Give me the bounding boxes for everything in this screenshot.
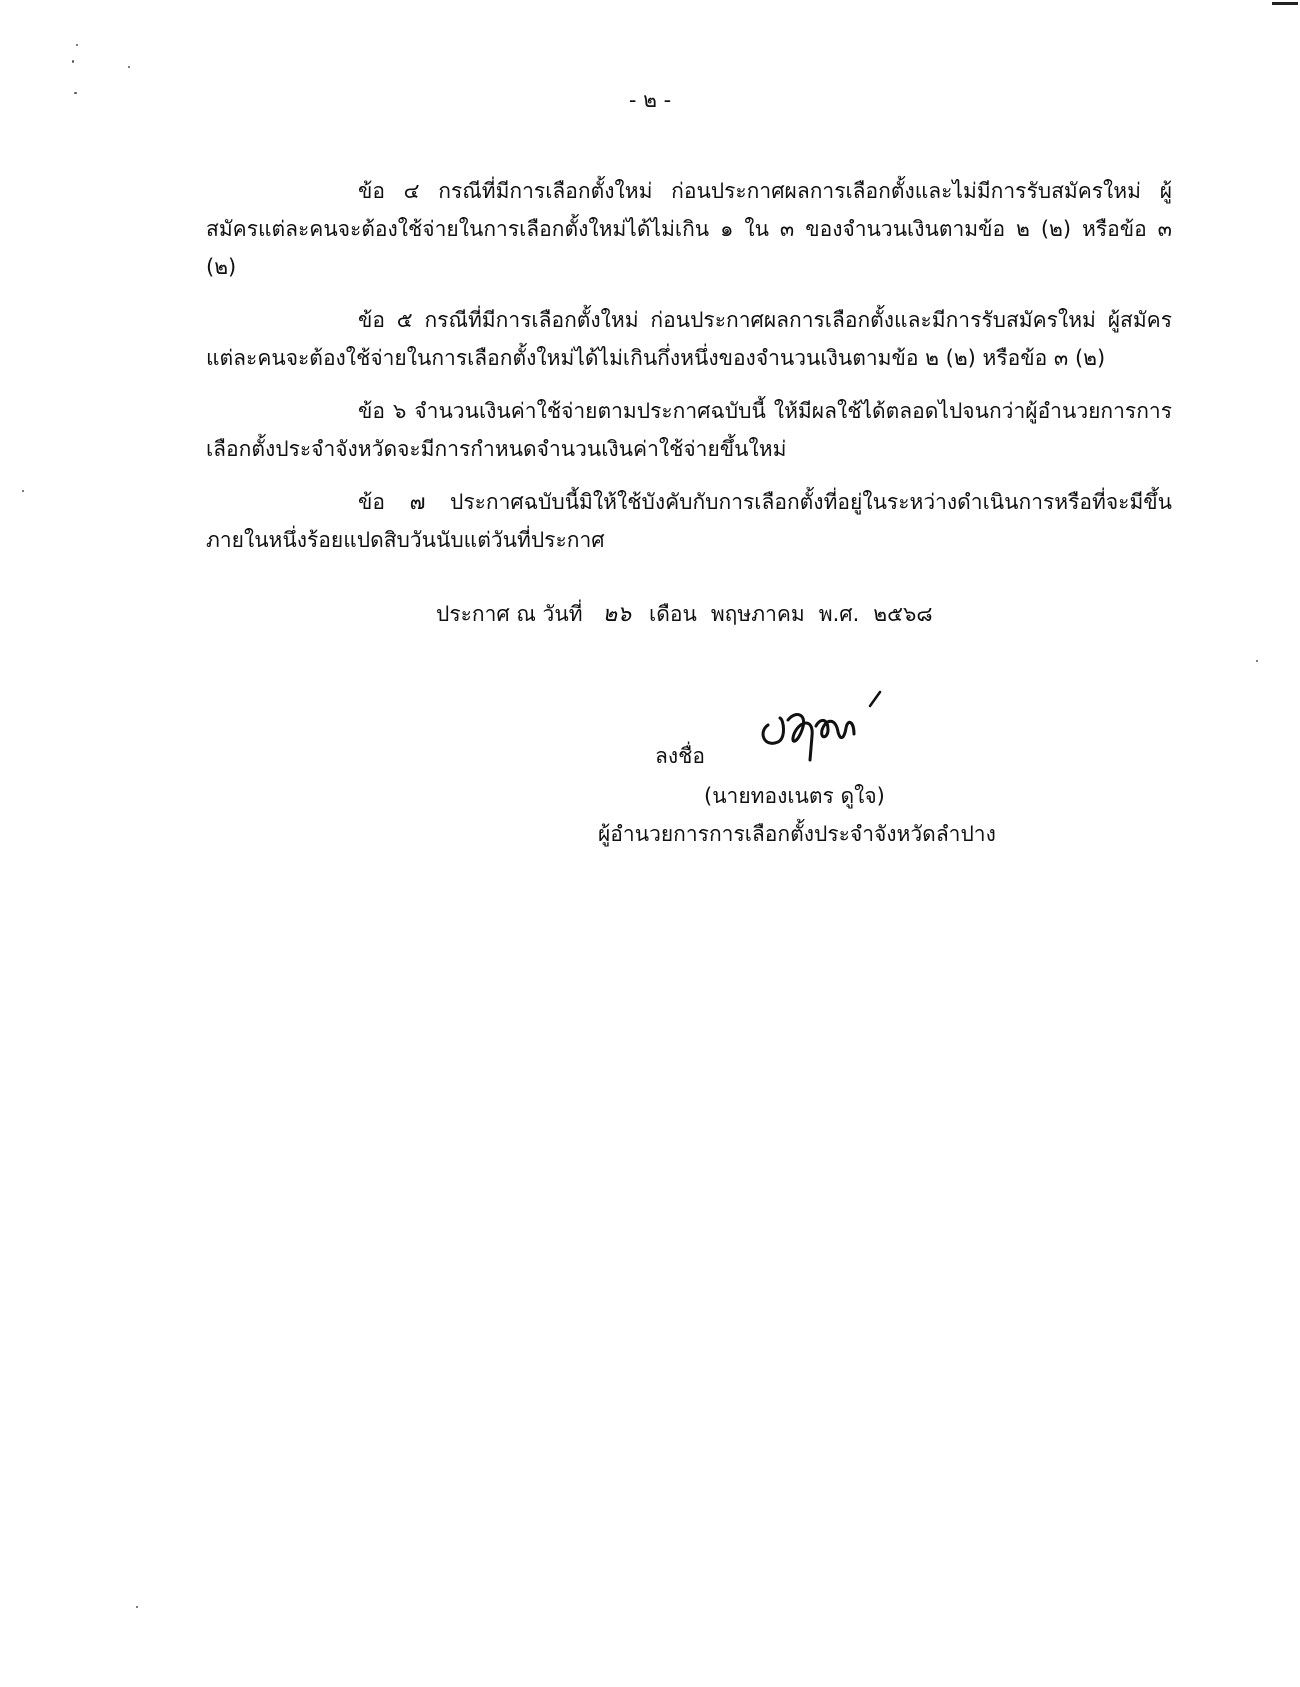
announcement-month-label: เดือน [649,602,697,626]
clauses-body [206,172,1172,574]
clause-5: ข้อ ๕ กรณีที่มีการเลือกตั้งใหม่ ก่อนประกาศผลการเลือกตั้งและมีการรับสมัครใหม่ ผู้สมัครแต่ละคนจะต้องใช้จ่ายในการเลือกตั้งใหม่ได้ไม่เกินกึ่งหนึ่งของจำนวนเงินตามข้อ ๒ (๒) หรือข้อ ๓ (๒) [206,308,1172,370]
scan-speck [1256,660,1258,662]
sign-label: ลงชื่อ [655,744,705,768]
announcement-year: ๒๕๖๘ [873,602,933,626]
scan-speck [136,1606,138,1608]
announcement-month: พฤษภาคม [710,602,805,626]
announcement-date-line [436,596,947,631]
scan-speck [74,92,77,94]
scan-speck [76,44,78,46]
scan-speck [128,66,130,68]
page-number: - ๒ - [628,88,672,112]
announcement-prefix: ประกาศ ณ วันที่ [436,602,583,626]
clause-4: ข้อ ๔ กรณีที่มีการเลือกตั้งใหม่ ก่อนประกาศผลการเลือกตั้งและไม่มีการรับสมัครใหม่ ผู้สมัครแต่ละคนจะต้องใช้จ่ายในการเลือกตั้งใหม่ได้ไม่เกิน ๑ ใน ๓ ของจำนวนเงินตามข้อ ๒ (๒) หรือข้อ ๓ (๒) [206,179,1172,279]
clause-7: ข้อ ๗ ประกาศฉบับนี้มิให้ใช้บังคับกับการเลือกตั้งที่อยู่ในระหว่างดำเนินการหรือที่จะมีขึ้นภายในหนึ่งร้อยแปดสิบวันนับแต่วันที่ประกาศ [206,490,1172,552]
announcement-year-label: พ.ศ. [818,602,860,626]
clause-6: ข้อ ๖ จำนวนเงินค่าใช้จ่ายตามประกาศฉบับนี้ ให้มีผลใช้ได้ตลอดไปจนกว่าผู้อำนวยการการเลือกตั้งประจำจังหวัดจะมีการกำหนดจำนวนเงินค่าใช้จ่ายขึ้นใหม่ [206,399,1172,461]
scan-edge-mark [1272,2,1298,5]
scan-speck [72,60,74,63]
signer-name: (นายทองเนตร ดูใจ) [704,784,885,808]
announcement-day: ๒๖ [602,602,632,627]
scan-speck [22,490,24,492]
signer-title: ผู้อำนวยการการเลือกตั้งประจำจังหวัดลำปาง [598,822,996,846]
handwritten-signature [750,690,910,770]
